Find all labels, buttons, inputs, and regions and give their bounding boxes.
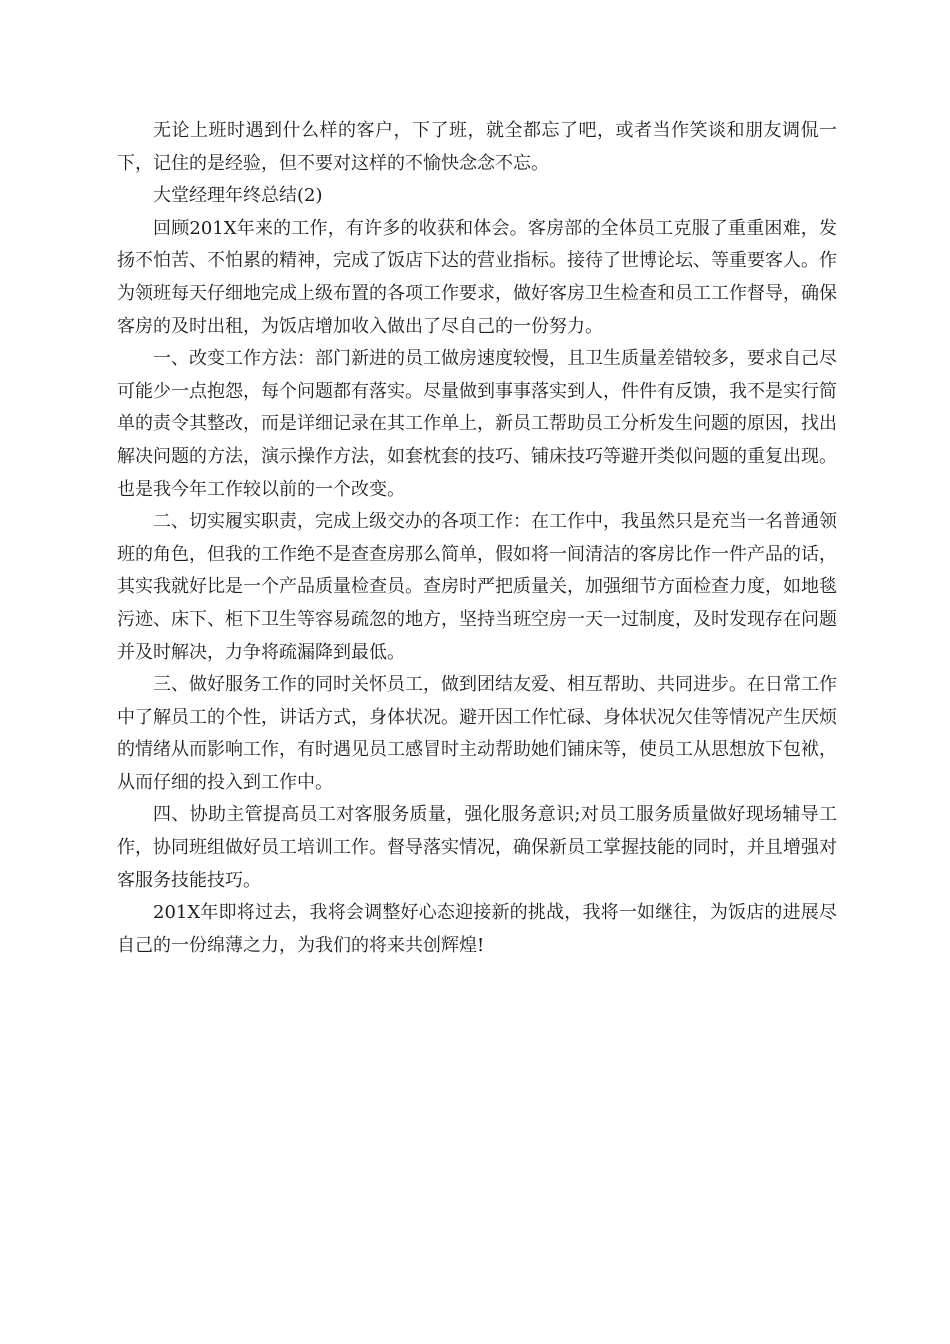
paragraph-point-1: 一、改变工作方法：部门新进的员工做房速度较慢，且卫生质量差错较多，要求自己尽可能少一点抱怨，每个问题都有落实。尽量做到事事落实到人，件件有反馈，我不是实行简单的责令其整改，而是详细记录在其工作单上，新员工帮助员工分析发生问题的原因，找出解决问题的方法，演示操作方法，如套枕套的技巧、铺床技巧等避开类似问题的重复出现。也是我今年工作较以前的一个改变。	[117, 348, 837, 500]
paragraph-intro: 无论上班时遇到什么样的客户，下了班，就全都忘了吧，或者当作笑谈和朋友调侃一下，记住的是经验，但不要对这样的不愉快念念不忘。	[117, 120, 837, 174]
paragraph-point-2: 二、切实履实职责，完成上级交办的各项工作：在工作中，我虽然只是充当一名普通领班的角色，但我的工作绝不是查查房那么简单，假如将一间清洁的客房比作一件产品的话，其实我就好比是一个产品质量检查员。查房时严把质量关，加强细节方面检查力度，如地毯污迹、床下、柜下卫生等容易疏忽的地方，坚持当班空房一天一过制度，及时发现存在问题并及时解决，力争将疏漏降到最低。	[117, 511, 837, 663]
paragraph-review: 回顾201X年来的工作，有许多的收获和体会。客房部的全体员工克服了重重困难，发扬不怕苦、不怕累的精神，完成了饭店下达的营业指标。接待了世博论坛、等重要客人。作为领班每天仔细地完成上级布置的各项工作要求，做好客房卫生检查和员工工作督导，确保客房的及时出租，为饭店增加收入做出了尽自己的一份努力。	[117, 217, 837, 337]
paragraph-point-3: 三、做好服务工作的同时关怀员工，做到团结友爱、相互帮助、共同进步。在日常工作中了解员工的个性，讲话方式，身体状况。避开因工作忙碌、身体状况欠佳等情况产生厌烦的情绪从而影响工作，有时遇见员工感冒时主动帮助她们铺床等，使员工从思想放下包袱，从而仔细的投入到工作中。	[117, 674, 837, 793]
paragraph-point-4: 四、协助主管提高员工对客服务质量，强化服务意识;对员工服务质量做好现场辅导工作，协同班组做好员工培训工作。督导落实情况，确保新员工掌握技能的同时，并且增强对客服务技能技巧。	[117, 804, 837, 891]
paragraph-closing: 201X年即将过去，我将会调整好心态迎接新的挑战，我将一如继往，为饭店的进展尽自己的一份绵薄之力，为我们的将来共创辉煌!	[117, 902, 837, 956]
document-body	[117, 115, 837, 962]
section-heading: 大堂经理年终总结(2)	[153, 185, 323, 207]
